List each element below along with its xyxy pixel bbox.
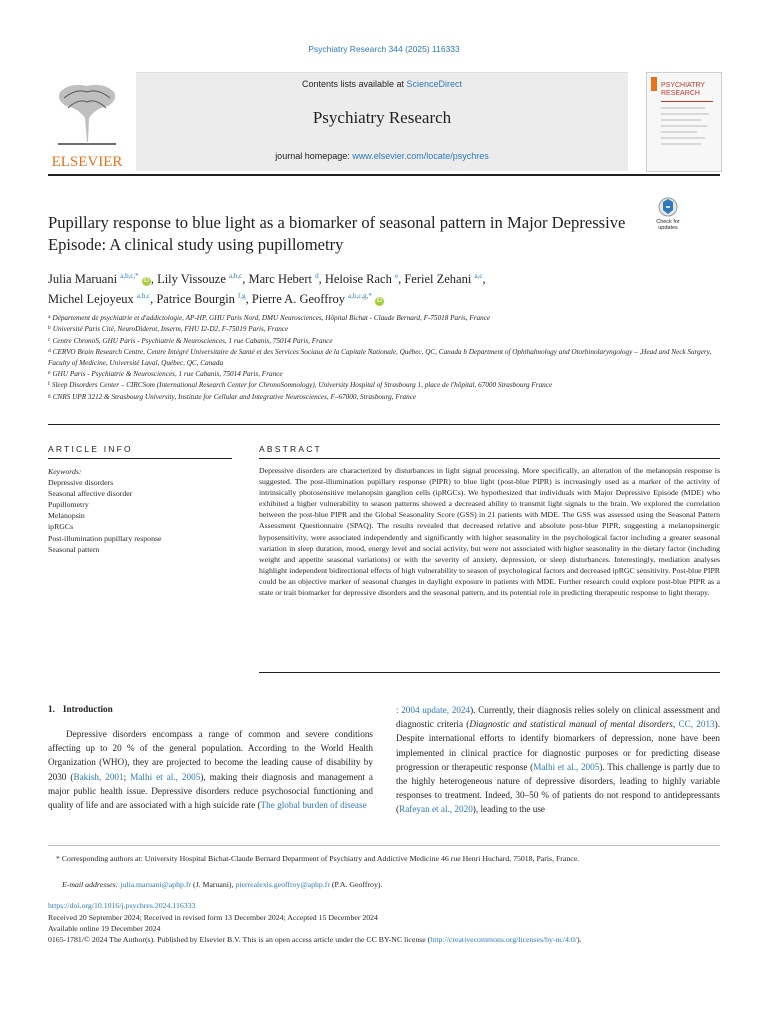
license-text: ).	[576, 935, 582, 944]
affiliation-text: CNRS UPR 3212 & Strasbourg University, Institute for Cellular and Integrative Neurosciences, F–67000, Strasbourg, France	[52, 392, 417, 401]
email-addresses	[62, 879, 720, 891]
email-owner: (P.A. Geoffroy).	[329, 880, 383, 889]
keyword: Melanopsin	[48, 511, 85, 521]
journal-homepage-line	[136, 151, 628, 161]
author-name: Marc Hebert	[248, 272, 312, 287]
affiliation-letter: c	[48, 336, 51, 343]
affiliation-list	[48, 312, 720, 402]
corresponding-author-note: * Corresponding authors at: University Hospital Bichat-Claude Bernard Department of Psychiatry and Addictive Medicine 46 rue Henri Huchard, 75018, Paris, France.	[56, 854, 580, 863]
author-affiliation-marker[interactable]: a,c	[474, 272, 483, 280]
elsevier-logo[interactable]	[48, 78, 126, 170]
intro-text: ,	[672, 719, 679, 730]
affiliation-text: Université Paris Cité, NeuroDiderot, Inserm, FHU I2-D2, F-75019 Paris, France	[52, 325, 289, 334]
section-number: 1.	[48, 704, 55, 714]
email-link[interactable]: julia.maruani@aphp.fr	[120, 880, 192, 889]
author-affiliation-marker[interactable]: f,g	[238, 292, 246, 301]
affiliation	[48, 346, 720, 368]
intro-text: ). This challenge is partly due to the highly heterogeneous nature of depressive disorders, leading to highly variable responses to treatment. Indeed, 30–50 % of patients do not respond to antidepressants (	[396, 761, 720, 815]
intro-paragraph-right	[396, 703, 720, 817]
affiliation-text: Sleep Disorders Center – CIRCSom (International Research Center for ChronoSomnology), University Hospital of Strasbourg 1, place de l'hôpital, 67000 Strasbourg France	[51, 381, 553, 390]
homepage-prefix: journal homepage:	[275, 151, 353, 161]
affiliation-letter: g	[48, 392, 51, 399]
article-info-heading: ARTICLE INFO	[48, 444, 133, 454]
affiliation	[48, 368, 720, 379]
citation-link[interactable]: Rafeyan et al., 2020	[399, 804, 473, 815]
keyword: Pupillometry	[48, 500, 89, 510]
keyword: Post-illumination pupillary response	[48, 533, 162, 543]
journal-masthead	[48, 72, 628, 170]
cover-title-line2: RESEARCH	[661, 90, 700, 97]
citation-link[interactable]: CC, 2013	[678, 719, 715, 730]
check-for-updates-button[interactable]	[648, 196, 688, 232]
citation-link[interactable]: Malhi et al., 2005	[130, 771, 201, 782]
journal-cover-thumbnail[interactable]	[646, 72, 722, 172]
author-affiliation-marker[interactable]: e	[394, 272, 399, 280]
keyword: Depressive disorders	[48, 478, 114, 488]
author-affiliation-marker[interactable]: a,b,c,g,*	[348, 292, 372, 301]
email-link[interactable]: pierrealexis.geoffroy@aphp.fr	[235, 880, 330, 889]
citation-link[interactable]: Bakish, 2001	[73, 771, 124, 782]
orcid-icon[interactable]: iD	[376, 298, 383, 305]
author-separator: ,	[150, 292, 157, 307]
footnote-divider	[48, 845, 720, 846]
contents-line	[136, 79, 628, 89]
author-separator: ,	[318, 272, 325, 287]
journal-cover-icon	[647, 73, 721, 171]
abstract-text: Depressive disorders are characterized by disturbances in light signal processing. More specifically, an alteration of the melanopsin response is suggested. The post-illumination pupillary response (PIPR) to blue light (post-blue PIPR) is increasingly used as a marker of the activity of intrinsically photosensitive melanopsin ganglion cells (ipRGCs). We hypothesized that individuals with Major Depressive Episode (MDE) who exhibited a higher vulnerability to season patterns showed a decreased ability to transmit light signals to the brain. We explored the correlation between the post-blue PIPR and the Global Seasonality Score (GSS) in 21 patients with MDE. The GSS was assessed using the Seasonal Pattern Assessment Questionnaire (SPAQ). The results revealed that decreased relative and absolute post-blue PIPR, suggesting a melanopsinergic hyposensitivity, were associated independently and significantly with higher seasonality in the psychological factor including a greater seasonal variation in sleep duration, mood, energy level and social activity, but were not associated with higher seasonality in the dietary factor (including weight and appetite seasonal variations) or with the severity of anxiety, depression, or sleep disturbances. Interestingly, mediation analyses highlight independent bidirectional effects of high vulnerability to season of psychological factors and decreased ipRGC sensitivity. Post-blue PIPR could be an objective marker of seasonal changes in daylight exposure in patients with MDE. Further research could explore post-blue PIPR as a state or trait biomarker for depressive disorders and the seasonal pattern, and its potential role in predicting therapeutic response to light therapy.	[259, 466, 721, 598]
keywords-block	[48, 466, 238, 555]
citation-link[interactable]: The global burden of disease	[260, 800, 367, 811]
citation-link[interactable]: Malhi et al., 2005	[533, 761, 600, 772]
affiliation-letter: a	[48, 314, 51, 320]
journal-homepage-link[interactable]: www.elsevier.com/locate/psychres	[352, 151, 489, 161]
affiliation	[48, 323, 720, 334]
affiliation-letter: f	[48, 381, 50, 388]
keyword: ipRGCs	[48, 522, 74, 532]
available-online-date: Available online 19 December 2024	[48, 924, 161, 933]
author-separator: ,	[150, 272, 158, 287]
license-text: 0165-1781/© 2024 The Author(s). Published by Elsevier B.V. This is an open access article under the CC BY-NC license (	[48, 935, 431, 944]
cover-title-line1: PSYCHIATRY	[661, 82, 706, 89]
keywords-label: Keywords:	[48, 467, 82, 476]
abstract-bottom-rule	[259, 672, 720, 673]
section-divider	[48, 424, 720, 425]
intro-text: ). Despite international efforts to identify biomarkers of depression, none have been implemented in clinical practice for diagnostic purposes or for predicting disease progression or therapeutic response (	[396, 719, 721, 772]
affiliation-text: CERVO Brain Research Centre, Centre Intégré Universitaire de Santé et des Services Sociaux de la Capitale Nationale, Québec, QC, Canada b Department of Ophthalmology and Otorhinolaryngology – ,Head and Neck Surgery, Faculty of Medicine, Université Laval, Québec, QC, Canada	[48, 348, 712, 367]
intro-text: Depressive disorders encompass a range of common and severe conditions affecting up to 20 % of the general population. According to the World Health Organization (WHO), they are projected to become the leading cause of disability by 2030 (	[48, 729, 373, 782]
affiliation-letter: e	[48, 370, 51, 377]
author[interactable]	[248, 272, 318, 286]
header-divider	[48, 174, 720, 176]
check-updates-line1: Check for	[656, 219, 680, 225]
citation-link[interactable]: : 2004 update, 2024	[396, 705, 471, 715]
author-list	[48, 268, 708, 308]
author-separator: ,	[245, 292, 252, 307]
abstract-heading: ABSTRACT	[259, 444, 322, 454]
check-updates-icon	[648, 196, 688, 232]
intro-text: ;	[123, 771, 131, 782]
author[interactable]	[48, 292, 150, 306]
abstract-rule	[259, 458, 720, 459]
email-label: E-mail addresses:	[62, 880, 119, 889]
affiliation-text: GHU Paris - Psychiatrie & Neurosciences, 1 rue Cabanis, 75014 Paris, France	[52, 370, 283, 379]
received-dates: Received 20 September 2024; Received in revised form 13 December 2024; Accepted 15 December 2024	[48, 913, 378, 922]
author-name: Lily Vissouze	[157, 272, 226, 287]
author-separator: ,	[398, 272, 405, 287]
keyword-list	[48, 477, 238, 555]
keyword: Seasonal pattern	[48, 544, 100, 554]
author-name: Patrice Bourgin	[156, 292, 235, 307]
author[interactable]	[156, 292, 245, 306]
contents-prefix: Contents lists available at	[301, 79, 407, 89]
journal-title: Psychiatry Research	[312, 108, 452, 127]
intro-italic-title: Diagnostic and statistical manual of mental disorders	[469, 719, 673, 730]
keyword: Seasonal affective disorder	[48, 489, 133, 499]
author[interactable]	[157, 272, 242, 286]
intro-text: ), making their diagnosis and management a major public health issue. Depressive disorders reduce psychosocial functioning and quality of life and are associated with a high suicide rate (	[48, 771, 373, 811]
affiliation	[48, 335, 720, 346]
doi-link[interactable]: https://doi.org/10.1016/j.psychres.2024.116333	[48, 901, 196, 910]
author-name: Michel Lejoyeux	[48, 292, 134, 307]
sciencedirect-link[interactable]: ScienceDirect	[406, 79, 463, 89]
email-owner: (J. Maruani),	[191, 880, 236, 889]
license-statement	[48, 934, 720, 946]
author-affiliation-marker[interactable]: a,b,c	[136, 292, 151, 301]
author-name: Feriel Zehani	[404, 272, 472, 287]
article-info-rule	[48, 458, 232, 459]
orcid-icon[interactable]: iD	[143, 278, 150, 285]
affiliation	[48, 391, 720, 402]
affiliation-letter: d	[48, 348, 51, 355]
author[interactable]	[404, 272, 482, 286]
section-title: Introduction	[62, 704, 113, 714]
check-updates-line2: updates	[658, 225, 678, 231]
author[interactable]	[325, 272, 398, 286]
author[interactable]	[252, 292, 384, 306]
author-separator: ,	[242, 272, 249, 287]
affiliation-text: Département de psychiatrie et d'addictologie, AP-HP, GHU Paris Nord, DMU Neurosciences, Hôpital Bichat - Claude Bernard, F-75018 Paris, France	[52, 314, 491, 322]
affiliation	[48, 312, 720, 323]
journal-reference-link[interactable]: Psychiatry Research 344 (2025) 116333	[308, 44, 460, 54]
affiliation-letter: b	[48, 325, 51, 332]
author-name: Pierre A. Geoffroy	[251, 292, 346, 307]
author-affiliation-marker[interactable]: d	[315, 272, 319, 280]
author-separator: ,	[482, 272, 486, 287]
license-link[interactable]: http://creativecommons.org/licenses/by-nc/4.0/	[430, 935, 577, 944]
affiliation	[48, 379, 720, 390]
author-name: Heloise Rach	[324, 272, 392, 287]
author[interactable]	[48, 272, 151, 286]
elsevier-wordmark: ELSEVIER	[51, 154, 123, 170]
affiliation-text: Centre ChronoS, GHU Paris - Psychiatrie & Neurosciences, 1 rue Cabanis, 75014 Paris, France	[52, 336, 333, 345]
intro-text: ), leading to the use	[472, 804, 546, 815]
intro-text: ). Currently, their diagnosis relies solely on clinical assessment and diagnostic criteria (	[396, 705, 720, 730]
article-title: Pupillary response to blue light as a biomarker of seasonal pattern in Major Depressive Episode: A clinical study using pupillometry	[48, 213, 626, 254]
author-affiliation-marker[interactable]: a,b,c,*	[120, 272, 139, 280]
author-name: Julia Maruani	[48, 272, 118, 287]
elsevier-tree-icon	[48, 78, 126, 170]
section-heading-introduction	[48, 704, 113, 714]
intro-paragraph-left	[48, 727, 373, 812]
author-affiliation-marker[interactable]: a,b,c	[229, 272, 243, 280]
